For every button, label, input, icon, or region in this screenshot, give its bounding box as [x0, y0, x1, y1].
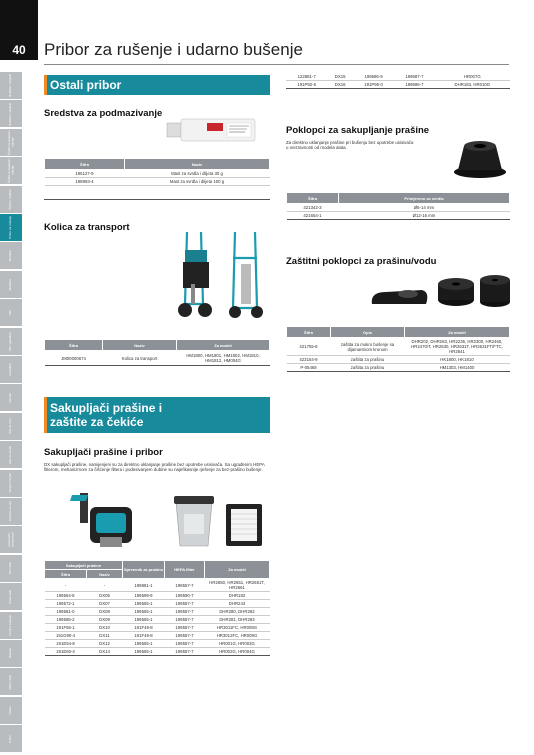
- sidebar-tab-label: Bušilice i odvijači: [8, 102, 13, 126]
- table-row: [287, 338, 510, 356]
- dust-shield-image-1: [436, 274, 476, 308]
- section-accent-bar: [44, 75, 47, 95]
- dust-collector-image: [60, 487, 150, 557]
- cart-title: Kolica za transport: [44, 222, 130, 233]
- col-naziv: Naziv: [103, 340, 177, 351]
- cell-desc: zaštita za mokro bušenje sa dijamantnom krunom: [331, 338, 405, 356]
- cell-hepa: 199557-7: [165, 632, 205, 640]
- sidebar-tab: [0, 242, 22, 270]
- cell-code: 191G90-4: [45, 632, 87, 640]
- cell-model: DHR280, DHR282: [205, 608, 270, 616]
- cell-model: HR002G, HR004G: [205, 648, 270, 656]
- col-sifra: Šifra: [45, 570, 87, 579]
- cell-model: DHR281, DHR283: [205, 616, 270, 624]
- sidebar-tab-label: Bušilice i odvijači: [8, 74, 13, 97]
- table-row: [45, 640, 270, 648]
- dust-collector-table-continued: [286, 73, 510, 89]
- lubricant-table: [44, 158, 270, 186]
- sidebar-tab: [0, 668, 22, 696]
- col-container: Spremnik za prašinu: [123, 561, 165, 579]
- page-number: 40: [0, 0, 38, 60]
- cell-model: DHR243: [205, 600, 270, 608]
- sidebar-tab-label: Alati za metal: [8, 445, 13, 464]
- cell-code: 122881-7: [286, 73, 327, 81]
- sidebar-tab: [0, 299, 22, 327]
- sidebar-tab: [0, 441, 22, 469]
- col-sifra: Šifra: [45, 159, 125, 170]
- table-row: [287, 364, 510, 372]
- col-sifra: Šifra: [287, 327, 331, 338]
- sidebar-tab: [0, 612, 22, 640]
- sidebar-tab: [0, 555, 22, 583]
- sidebar-tab: [0, 697, 22, 725]
- cell-name: DX07: [87, 600, 123, 608]
- col-naziv: Naziv: [87, 570, 123, 579]
- transport-cart-image: [175, 228, 267, 320]
- cell-hepa: 199557-7: [165, 624, 205, 632]
- col-bits: Primjereno za svrdla: [339, 193, 510, 204]
- cell-code: 191P92-6: [286, 81, 327, 89]
- sidebar-tab: [0, 271, 22, 299]
- col-sifra: Šifra: [287, 193, 339, 204]
- cell-name: Mast za svrdla i dlijeta 100 g: [125, 178, 270, 186]
- cell-code: 421342-3: [287, 204, 339, 212]
- sidebar-tab: [0, 328, 22, 356]
- sidebar-tab-label: Vrtni alati: [8, 562, 13, 575]
- cart-models: HM1800, HM1801, HM1802, HM1810, HM1812, HM004G: [177, 351, 270, 366]
- cell-hepa: 199590-7: [165, 592, 205, 600]
- sidebar-tab-label: Brusilice: [8, 250, 13, 262]
- col-group-collectors: Sakupljači prašine: [45, 561, 123, 570]
- cell-code: 198993-4: [45, 178, 125, 186]
- cell-name: DX08: [87, 608, 123, 616]
- caps-table: [286, 192, 510, 220]
- sidebar-tab-label: Mjerni alati: [8, 674, 13, 690]
- sidebar-tab-label: Pile i glodalice: [8, 331, 13, 351]
- sidebar-tab-label: Pribor za rušenje: [8, 216, 13, 239]
- table-row: [45, 648, 270, 656]
- cell-container: 199555-1: [123, 608, 165, 616]
- sidebar-tab: [0, 384, 22, 412]
- sidebar-tab-label: Pribor: [8, 734, 13, 743]
- table-row: [45, 608, 270, 616]
- sidebar-tab: [0, 356, 22, 384]
- cart-name: Kolica za transport: [103, 351, 177, 366]
- cell-container: 191P95-0: [353, 81, 394, 89]
- page-title: Pribor za rušenje i udarno bušenje: [44, 40, 303, 59]
- dust-container-image: [170, 492, 218, 552]
- sidebar-tab: [0, 186, 22, 214]
- dust-collector-description: DX sakupljači prašine, namijenjeni su za direktno uklanjanje prašine bez upotrebe usisivača. Sa ugrađenim HEPA filterom, mehanizmom za čišćenje filtera i podesivanjem dubine su najefikasnije rješenje za bez-prašino bušenje.: [44, 462, 265, 473]
- table-row: [45, 624, 270, 632]
- cell-code: 199585-2: [45, 616, 87, 624]
- sidebar-tab: [0, 72, 22, 100]
- cell-container: 199555-1: [123, 648, 165, 656]
- cell-code: 199572-1: [45, 600, 87, 608]
- cart-code: JM00000674: [45, 351, 103, 366]
- section-accent-bar: [44, 397, 47, 433]
- sidebar-tab: [0, 157, 22, 185]
- lubricant-table-end: [44, 199, 270, 200]
- water-cap-image: [368, 282, 432, 312]
- cell-container: 199555-1: [123, 600, 165, 608]
- col-desc: Opis: [331, 327, 405, 338]
- sidebar-tab-label: Punjive baterije: [8, 614, 13, 636]
- cell-hepa: 199587-7: [394, 73, 434, 81]
- table-row: [287, 204, 510, 212]
- cell-desc: zaštita za prašinu: [331, 356, 405, 364]
- cell-code: 191F56-1: [45, 624, 87, 632]
- cell-code: 421654-1: [287, 212, 339, 220]
- table-row: [45, 170, 270, 178]
- cell-model: DHR182: [205, 592, 270, 600]
- cell-code: 199581-0: [45, 608, 87, 616]
- water-caps-table: [286, 326, 510, 372]
- cell-model: DHR183, HR010G: [435, 81, 510, 89]
- cell-bits: Ø12-16 mm: [339, 212, 510, 220]
- col-naziv: Naziv: [125, 159, 270, 170]
- table-row: [286, 73, 510, 81]
- sidebar-tab-label: Baterije: [8, 648, 13, 659]
- cell-code: 195127-9: [45, 170, 125, 178]
- col-model: Za model: [205, 561, 270, 579]
- cell-name: Mast za svrdla i dlijeta 30 g: [125, 170, 270, 178]
- title-rule: [44, 64, 509, 65]
- table-row: [45, 600, 270, 608]
- grease-tube-image: [165, 115, 257, 145]
- table-row: [287, 212, 510, 220]
- cell-name: DX10: [87, 624, 123, 632]
- section-title-line1: Sakupljači prašine i: [50, 401, 163, 415]
- cell-container: 199881-1: [123, 579, 165, 592]
- col-model: Za model: [405, 327, 510, 338]
- sidebar-tab-label: Čekići za bušenje i rušenje: [6, 129, 14, 155]
- cell-model: HM1303, HM1400: [405, 364, 510, 372]
- table-row: [45, 579, 270, 592]
- cell-model: DHR202, DHR263, HR2236, HR2300, HR2460, HR2470/T, HR2630, HR2631T, HR2631FT/FTC, HR2641: [405, 338, 510, 356]
- cell-name: DX11: [87, 632, 123, 640]
- table-row: [45, 592, 270, 600]
- sidebar-tab: [0, 214, 22, 242]
- section-title: Ostali pribor: [50, 78, 122, 92]
- cell-code: 423154-9: [287, 356, 331, 364]
- sidebar-tab: [0, 725, 22, 753]
- sidebar-tab-label: Glodalice: [8, 363, 13, 376]
- cell-code: 191E60-4: [45, 648, 87, 656]
- cell-model: HR3011FC, HR008G: [205, 624, 270, 632]
- sidebar-tab: [0, 470, 22, 498]
- cell-code: 191E54-8: [45, 640, 87, 648]
- cell-name: DX15: [327, 73, 353, 81]
- cell-hepa: 199557-7: [165, 640, 205, 648]
- sidebar-tab-label: Brusilice: [8, 278, 13, 290]
- cell-code: 199564-8: [45, 592, 87, 600]
- table-row: [286, 81, 510, 89]
- sidebar-tab: [0, 583, 22, 611]
- sidebar-tab-label: Pile za drvo: [8, 418, 13, 435]
- sidebar-tab: [0, 498, 22, 526]
- dust-shield-image-2: [478, 270, 512, 310]
- sidebar: [0, 72, 22, 755]
- cell-code: 421755-8: [287, 338, 331, 356]
- cell-name: -: [87, 579, 123, 592]
- cell-container: 199599-9: [123, 592, 165, 600]
- cell-model: HR001G, HR003G: [205, 640, 270, 648]
- col-sifra: Šifra: [45, 340, 103, 351]
- cell-model: HK1800, HK1810: [405, 356, 510, 364]
- section-header-dust-collectors: [44, 397, 270, 433]
- sidebar-tab: [0, 640, 22, 668]
- caps-title: Poklopci za sakupljanje prašine: [286, 125, 430, 136]
- sidebar-tab-label: Rendei: [8, 393, 13, 403]
- cell-hepa: 199557-7: [165, 600, 205, 608]
- cell-name: DX12: [87, 640, 123, 648]
- cell-name: DX05: [87, 592, 123, 600]
- cell-container: 191F49-8: [123, 632, 165, 640]
- cell-hepa: 199596-7: [394, 81, 434, 89]
- cell-hepa: 199557-7: [165, 616, 205, 624]
- lubricant-title: Sredstva za podmazivanje: [44, 108, 163, 119]
- cell-code: P-05468: [287, 364, 331, 372]
- cell-hepa: 199557-7: [165, 579, 205, 592]
- cell-hepa: 199557-7: [165, 648, 205, 656]
- cell-bits: Ø6-14 mm: [339, 204, 510, 212]
- sidebar-tab-label: Strojevi za pile: [8, 473, 13, 493]
- sidebar-tab-label: Ostali alati: [8, 589, 13, 604]
- sidebar-tab: [0, 526, 22, 554]
- table-row: [45, 632, 270, 640]
- sidebar-tab-label: Pile: [8, 310, 13, 316]
- sidebar-tab: [0, 129, 22, 157]
- dust-collector-title: Sakupljači prašine i pribor: [44, 447, 163, 458]
- sidebar-tab: [0, 100, 22, 128]
- cell-container: 191F49-8: [123, 624, 165, 632]
- water-caps-title: Zaštitni poklopci za prašinu/vodu: [286, 256, 437, 267]
- cell-container: 199555-1: [123, 616, 165, 624]
- sidebar-tab-label: Čekići i bušilice: [8, 188, 13, 210]
- sidebar-tab-label: Čekići za bušenje i rušenje: [6, 158, 14, 184]
- cell-hepa: 199557-7: [165, 608, 205, 616]
- cell-desc: zaštita za prašinu: [331, 364, 405, 372]
- dust-collector-table: [44, 560, 270, 656]
- table-row: [45, 178, 270, 186]
- col-model: Za model: [177, 340, 270, 351]
- cell-model: HR3012FC, HR009G: [205, 632, 270, 640]
- cell-name: DX09: [87, 616, 123, 624]
- cell-model: HR007G: [435, 73, 510, 81]
- cell-code: -: [45, 579, 87, 592]
- cell-container: 199555-1: [123, 640, 165, 648]
- section-header-other-accessories: [44, 75, 270, 95]
- sidebar-tab-label: Ostalo: [8, 705, 13, 715]
- caps-description: Za direktno uklanjanje prašine pri bušenju bez upotrebe usisivača u neizravnosti od modela alata.: [286, 140, 414, 151]
- table-row: [287, 356, 510, 364]
- hepa-filter-image: [222, 500, 266, 550]
- cell-model: HR2650, HR2651, HR2651T, HR2661: [205, 579, 270, 592]
- col-hepa: HEPA filter: [165, 561, 205, 579]
- section-title-line2: zaštite za čekiće: [50, 415, 144, 429]
- cell-name: DX16: [327, 81, 353, 89]
- dust-cap-image: [452, 136, 508, 180]
- sidebar-tab: [0, 413, 22, 441]
- cell-name: DX14: [87, 648, 123, 656]
- cell-container: 199586-9: [353, 73, 394, 81]
- sidebar-tab-label: Usisavači i kompresori: [6, 532, 14, 548]
- cart-table: [44, 339, 270, 366]
- sidebar-tab-label: Oprema za rad: [8, 501, 13, 522]
- table-row: [45, 616, 270, 624]
